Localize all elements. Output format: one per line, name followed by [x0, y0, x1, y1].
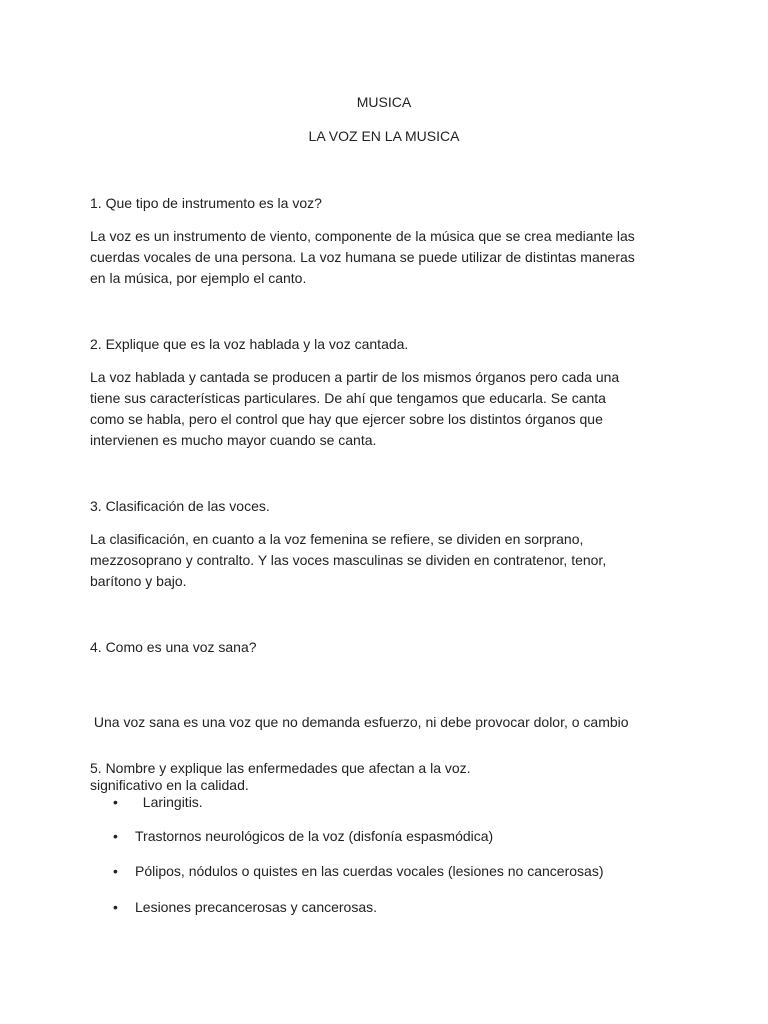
section-4 [90, 637, 685, 658]
question-1: 1. Que tipo de instrumento es la voz? [90, 195, 322, 211]
document-title: LA VOZ EN LA MUSICA [308, 128, 460, 144]
section-1 [90, 193, 685, 214]
answer-line: La clasificación, en cuanto a la voz femenina se refiere, se dividen en sorprano, [90, 531, 584, 547]
section-2 [90, 334, 685, 355]
bullet-icon: • [113, 794, 118, 810]
answer-line: Una voz sana es una voz que no demanda esfuerzo, ni debe provocar dolor, o cambio [90, 714, 629, 730]
answer-line: significativo en la calidad. [90, 777, 249, 793]
bullet-icon: • [113, 899, 118, 915]
bullet-icon: • [113, 863, 118, 879]
question-4: 4. Como es una voz sana? [90, 639, 257, 655]
answer-line: barítono y bajo. [90, 573, 187, 589]
document-subject: MUSICA [356, 94, 412, 110]
list-item-text: Laringitis. [135, 794, 203, 810]
bullet-icon: • [113, 828, 118, 844]
list-item-text: Lesiones precancerosas y cancerosas. [135, 899, 378, 915]
section-5 [90, 758, 685, 779]
answer-2 [90, 367, 685, 451]
answer-line: La voz es un instrumento de viento, componente de la música que se crea mediante las [90, 228, 635, 244]
answer-line: mezzosoprano y contralto. Y las voces masculinas se dividen en contratenor, tenor, [90, 552, 607, 568]
answer-1 [90, 226, 685, 289]
answer-line: como se habla, pero el control que hay que ejercer sobre los distintos órganos que [90, 411, 603, 427]
answer-line: en la música, por ejemplo el canto. [90, 270, 307, 286]
answer-line: La voz hablada y cantada se producen a partir de los mismos órganos pero cada una [90, 369, 620, 385]
question-2: 2. Explique que es la voz hablada y la voz cantada. [90, 336, 409, 352]
answer-line: tiene sus características particulares. De ahí que tengamos que educarla. Se canta [90, 390, 606, 406]
answer-line: intervienen es mucho mayor cuando se canta. [90, 432, 377, 448]
answer-line: cuerdas vocales de una persona. La voz humana se puede utilizar de distintas maneras [90, 249, 635, 265]
question-5: 5. Nombre y explique las enfermedades que afectan a la voz. [90, 760, 471, 776]
answer-3 [90, 529, 685, 592]
question-3: 3. Clasificación de las voces. [90, 498, 270, 514]
section-3 [90, 496, 685, 517]
list-item-text: Pólipos, nódulos o quistes en las cuerdas vocales (lesiones no cancerosas) [135, 863, 604, 879]
list-item-text: Trastornos neurológicos de la voz (disfonía espasmódica) [135, 828, 494, 844]
